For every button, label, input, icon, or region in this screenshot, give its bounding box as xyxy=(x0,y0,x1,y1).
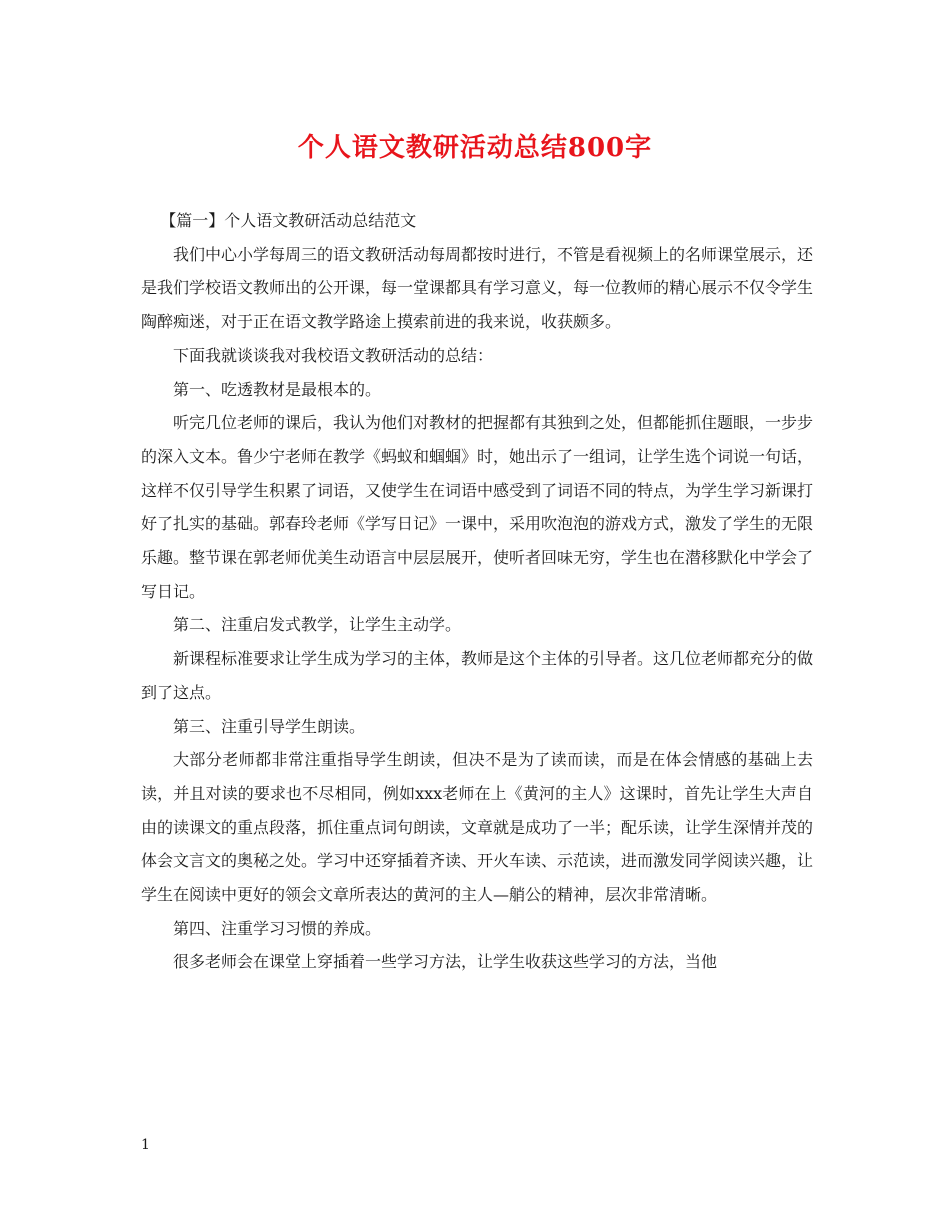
paragraph: 下面我就谈谈我对我校语文教研活动的总结： xyxy=(173,345,494,365)
page-number: 1 xyxy=(141,1137,150,1153)
paragraph: 第一、吃透教材是最根本的。 xyxy=(173,379,382,399)
paragraph: 第三、注重引导学生朗读。 xyxy=(173,716,366,736)
paragraph: 听完几位老师的课后，我认为他们对教材的把握都有其独到之处，但都能抓住题眼，一步步的深入文本。鲁少宁老师在教学《蚂蚁和蝈蝈》时，她出示了一组词，让学生选个词说一句话，这样不仅引导学生积累了词语，又使学生在词语中感受到了词语不同的特点，为学生学习新课打好了扎实的基础。郭春玲老师《学写日记》一课中，采用吹泡泡的游戏方式，激发了学生的无限乐趣。整节课在郭老师优美生动语言中层层展开，使听者回味无穷，学生也在潜移默化中学会了写日记。 xyxy=(141,413,814,601)
paragraph: 我们中心小学每周三的语文教研活动每周都按时进行，不管是看视频上的名师课堂展示，还是我们学校语文教师出的公开课，每一堂课都具有学习意义，每一位教师的精心展示不仅令学生陶醉痴迷，对于正在语文教学路途上摸索前进的我来说，收获颇多。 xyxy=(141,244,814,332)
section-heading: 【篇一】个人语文教研活动总结范文 xyxy=(160,211,417,230)
document-body xyxy=(141,204,813,979)
paragraph: 新课程标准要求让学生成为学习的主体，教师是这个主体的引导者。这几位老师都充分的做到了这点。 xyxy=(141,649,814,702)
paragraph: 第二、注重启发式教学，让学生主动学。 xyxy=(173,615,462,635)
paragraph: 大部分老师都非常注重指导学生朗读，但决不是为了读而读，而是在体会情感的基础上去读，并且对读的要求也不尽相同，例如xxx老师在上《黄河的主人》这课时，首先让学生大声自由的读课文的重点段落，抓住重点词句朗读，文章就是成功了一半；配乐读，让学生深情并茂的体会文言文的奥秘之处。学习中还穿插着齐读、开火车读、示范读，进而激发同学阅读兴趣，让学生在阅读中更好的领会文章所表达的黄河的主人—艄公的精神，层次非常清晰。 xyxy=(141,750,814,905)
paragraph: 很多老师会在课堂上穿插着一些学习方法，让学生收获这些学习的方法，当他 xyxy=(173,952,718,972)
document-title: 个人语文教研活动总结800字 xyxy=(297,133,653,163)
paragraph: 第四、注重学习习惯的养成。 xyxy=(173,918,382,938)
